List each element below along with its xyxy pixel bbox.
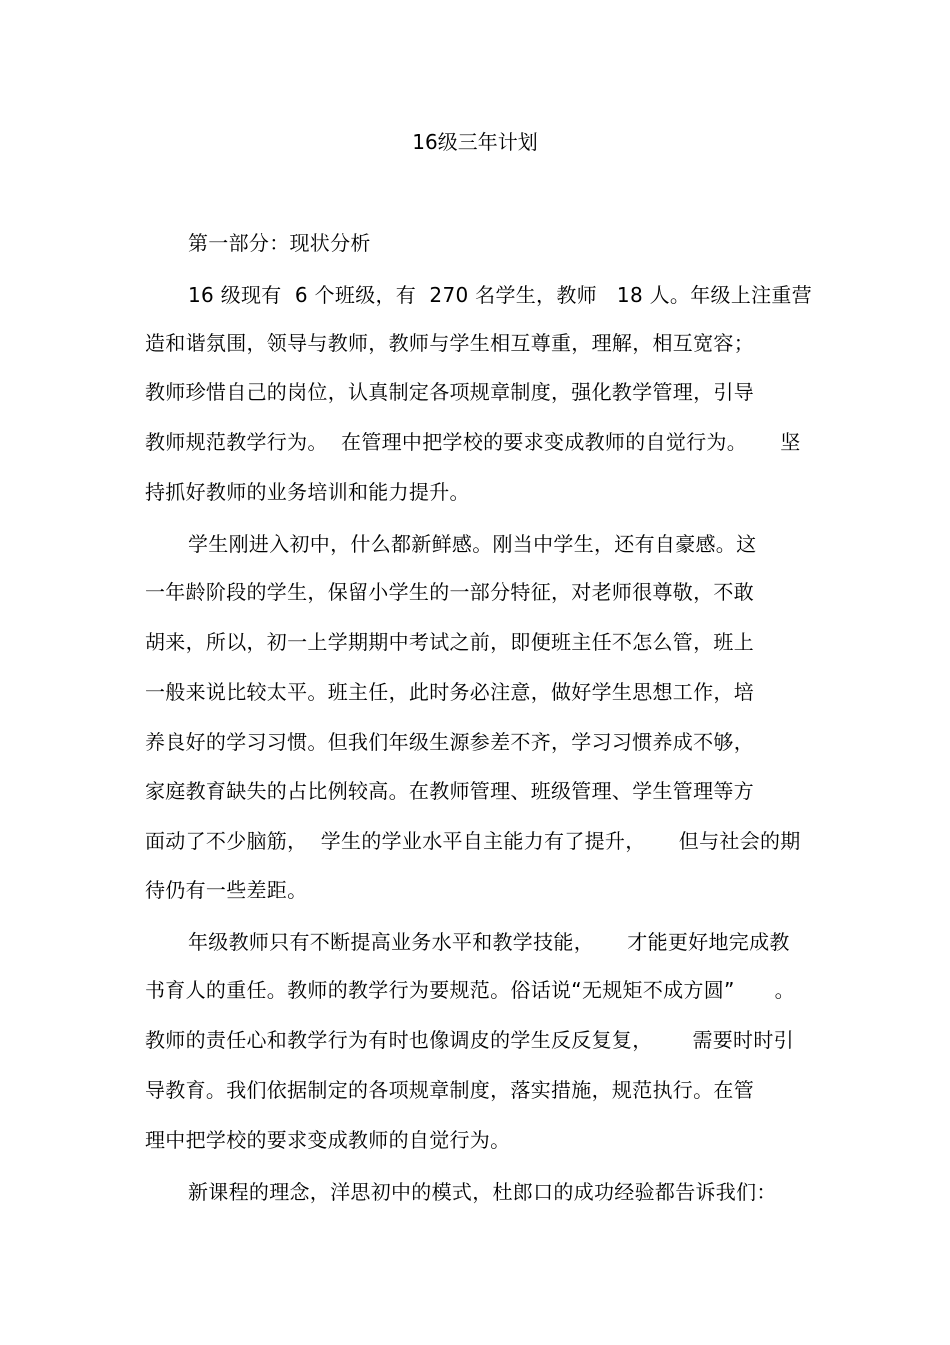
paragraph-line: 待仍有一些差距。 — [145, 878, 308, 902]
document-title: 16级三年计划 — [412, 130, 538, 154]
paragraph-line: 教师珍惜自己的岗位，认真制定各项规章制度，强化教学管理，引导 — [145, 380, 754, 404]
paragraph-line: 教师的责任心和教学行为有时也像调皮的学生反反复复， 需要时时引 — [145, 1028, 794, 1052]
paragraph-line: 养良好的学习习惯。但我们年级生源参差不齐，学习习惯养成不够， — [145, 730, 754, 754]
paragraph-line: 16 级现有 6 个班级，有 270 名学生，教师 18 人。年级上注重营 — [188, 283, 813, 307]
paragraph-line: 胡来，所以，初一上学期期中考试之前，即便班主任不怎么管，班上 — [145, 630, 754, 654]
section-heading: 第一部分：现状分析 — [188, 231, 371, 255]
paragraph-line: 导教育。我们依据制定的各项规章制度，落实措施，规范执行。在管 — [145, 1078, 754, 1102]
paragraph-line: 造和谐氛围，领导与教师，教师与学生相互尊重，理解，相互宽容； — [145, 331, 754, 355]
paragraph-line: 年级教师只有不断提高业务水平和教学技能， 才能更好地完成教 — [188, 930, 790, 954]
paragraph-line: 理中把学校的要求变成教师的自觉行为。 — [145, 1128, 511, 1152]
paragraph-line: 面动了不少脑筋， 学生的学业水平自主能力有了提升， 但与社会的期 — [145, 829, 801, 853]
paragraph-line: 一般来说比较太平。班主任，此时务必注意，做好学生思想工作，培 — [145, 680, 754, 704]
paragraph-line: 学生刚进入初中，什么都新鲜感。刚当中学生，还有自豪感。这 — [188, 532, 757, 556]
paragraph-line: 持抓好教师的业务培训和能力提升。 — [145, 480, 470, 504]
paragraph-line: 新课程的理念，洋思初中的模式，杜郎口的成功经验都告诉我们： — [188, 1180, 777, 1204]
paragraph-line: 家庭教育缺失的占比例较高。在教师管理、班级管理、学生管理等方 — [145, 779, 754, 803]
paragraph-line: 一年龄阶段的学生，保留小学生的一部分特征，对老师很尊敬，不敢 — [145, 580, 754, 604]
paragraph-line: 教师规范教学行为。 在管理中把学校的要求变成教师的自觉行为。 坚 — [145, 430, 801, 454]
paragraph-line: 书育人的重任。教师的教学行为要规范。俗话说“无规矩不成方圆” 。 — [145, 978, 795, 1002]
